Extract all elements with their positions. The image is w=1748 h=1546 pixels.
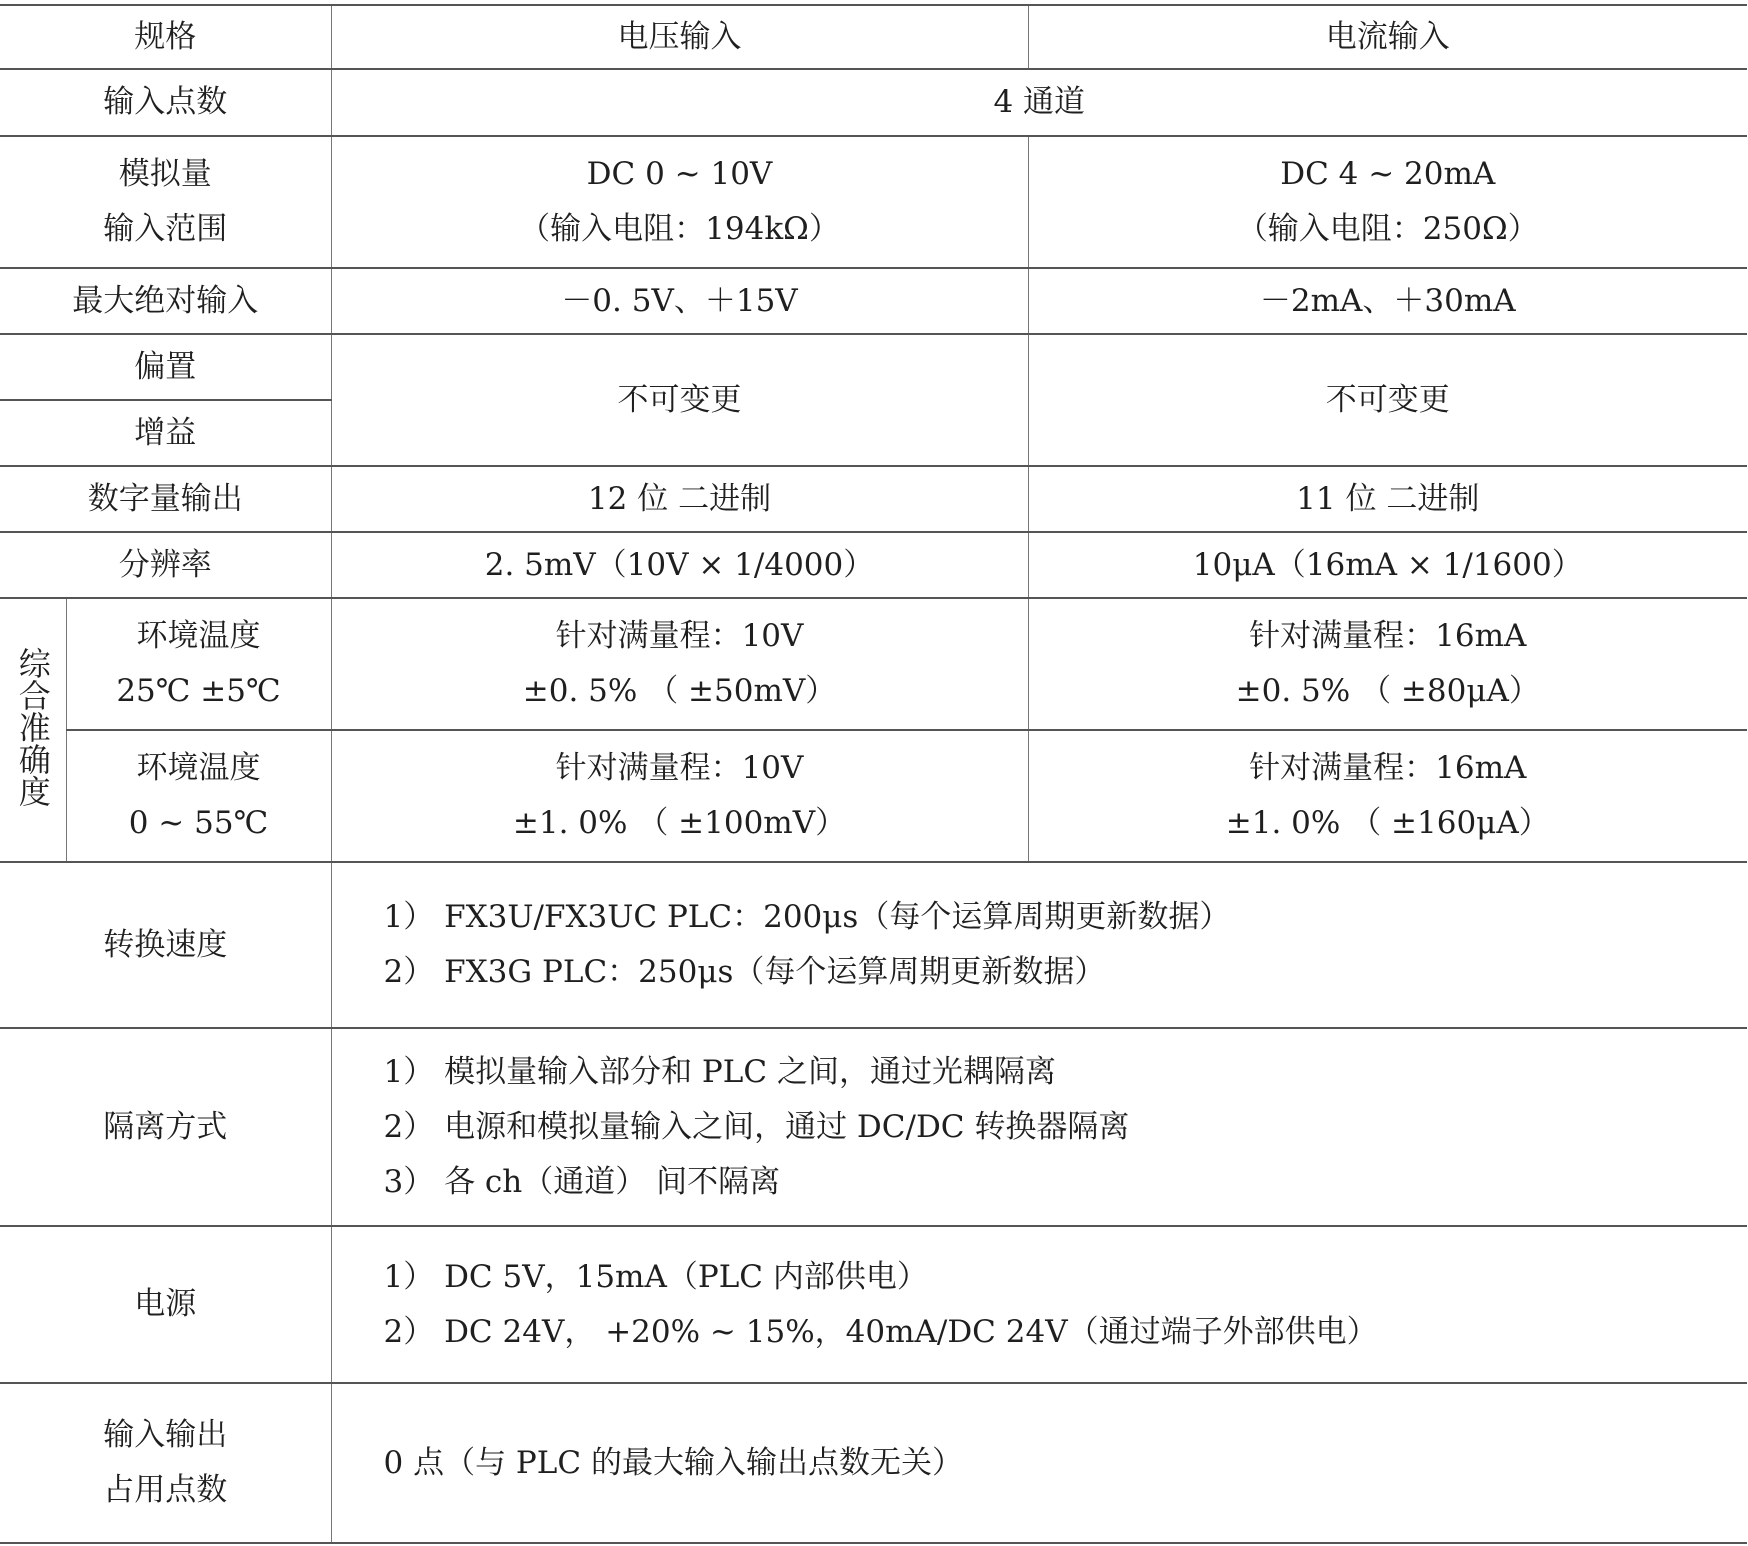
- power-value: [331, 1226, 1747, 1383]
- gain-label: 增益: [0, 400, 331, 466]
- accuracy1-current-line2: ±0. 5% （ ±80μA）: [1235, 673, 1540, 709]
- row-isolation: [0, 1028, 1747, 1226]
- isolation-line3: 3） 各 ch（通道） 间不隔离: [383, 1163, 781, 1200]
- power-line2: 2） DC 24V， +20% ~ 15%，40mA/DC 24V（通过端子外部供电）: [383, 1313, 1378, 1350]
- accuracy2-voltage: [331, 730, 1028, 862]
- io-points-label-line1: 输入输出: [103, 1417, 228, 1453]
- accuracy1-current-line1: 针对满量程：16mA: [1249, 618, 1527, 654]
- resolution-label: 分辨率: [0, 532, 331, 598]
- accuracy-group-label: [0, 598, 66, 862]
- range-label: [0, 136, 331, 268]
- absmax-current: －2mA、＋30mA: [1028, 268, 1747, 334]
- digital-current: 11 位 二进制: [1028, 466, 1747, 532]
- accuracy2-label-line1: 环境温度: [136, 750, 261, 786]
- header-voltage: 电压输入: [331, 5, 1028, 69]
- header-spec: 规格: [0, 5, 331, 69]
- accuracy2-current: [1028, 730, 1747, 862]
- accuracy1-label-line2: 25℃ ±5℃: [116, 673, 281, 709]
- offset-gain-voltage: 不可变更: [331, 334, 1028, 466]
- io-points-value: 0 点（与 PLC 的最大输入输出点数无关）: [331, 1383, 1747, 1543]
- power-label: 电源: [0, 1226, 331, 1383]
- io-points-label-line2: 占用点数: [103, 1472, 228, 1508]
- row-power: [0, 1226, 1747, 1383]
- isolation-value: [331, 1028, 1747, 1226]
- range-label-line2: 输入范围: [103, 211, 228, 247]
- accuracy1-current: [1028, 598, 1747, 730]
- absmax-voltage: －0. 5V、＋15V: [331, 268, 1028, 334]
- accuracy1-label: [66, 598, 331, 730]
- speed-line2: 2） FX3G PLC：250μs（每个运算周期更新数据）: [383, 954, 1106, 990]
- io-points-label: [0, 1383, 331, 1543]
- range-current-line1: DC 4 ~ 20mA: [1280, 156, 1496, 192]
- accuracy2-voltage-line1: 针对满量程：10V: [555, 750, 804, 786]
- row-accuracy-2: [0, 730, 1747, 862]
- spec-table: [0, 4, 1747, 1544]
- row-accuracy-1: [0, 598, 1747, 730]
- accuracy2-voltage-line2: ±1. 0% （ ±100mV）: [512, 805, 847, 841]
- row-range: [0, 136, 1747, 268]
- speed-line1: 1） FX3U/FX3UC PLC：200μs（每个运算周期更新数据）: [383, 899, 1231, 935]
- range-current: [1028, 136, 1747, 268]
- absmax-label: 最大绝对输入: [0, 268, 331, 334]
- range-voltage-line1: DC 0 ~ 10V: [586, 156, 773, 192]
- header-current: 电流输入: [1028, 5, 1747, 69]
- range-voltage: [331, 136, 1028, 268]
- row-speed: [0, 862, 1747, 1028]
- row-resolution: [0, 532, 1747, 598]
- speed-value: [331, 862, 1747, 1028]
- channels-value: 4 通道: [331, 69, 1747, 136]
- accuracy2-current-line1: 针对满量程：16mA: [1249, 750, 1527, 786]
- digital-voltage: 12 位 二进制: [331, 466, 1028, 532]
- row-digital: [0, 466, 1747, 532]
- power-line1: 1） DC 5V，15mA（PLC 内部供电）: [383, 1258, 928, 1295]
- resolution-voltage: 2. 5mV（10V × 1/4000）: [331, 532, 1028, 598]
- range-voltage-line2: （输入电阻：194kΩ）: [519, 211, 840, 247]
- isolation-label: 隔离方式: [0, 1028, 331, 1226]
- row-channels: [0, 69, 1747, 136]
- accuracy2-label-line2: 0 ~ 55℃: [128, 805, 269, 841]
- accuracy2-current-line2: ±1. 0% （ ±160μA）: [1225, 805, 1550, 841]
- offset-label: 偏置: [0, 334, 331, 400]
- speed-label: 转换速度: [0, 862, 331, 1028]
- range-current-line2: （输入电阻：250Ω）: [1236, 211, 1539, 247]
- resolution-current: 10μA（16mA × 1/1600）: [1028, 532, 1747, 598]
- range-label-line1: 模拟量: [118, 156, 212, 192]
- row-offset: [0, 334, 1747, 400]
- offset-gain-current: 不可变更: [1028, 334, 1747, 466]
- accuracy1-voltage: [331, 598, 1028, 730]
- accuracy1-label-line1: 环境温度: [136, 618, 261, 654]
- accuracy1-voltage-line1: 针对满量程：10V: [555, 618, 804, 654]
- header-row: [0, 5, 1747, 69]
- digital-label: 数字量输出: [0, 466, 331, 532]
- row-absmax: [0, 268, 1747, 334]
- channels-label: 输入点数: [0, 69, 331, 136]
- isolation-line2: 2） 电源和模拟量输入之间，通过 DC/DC 转换器隔离: [383, 1108, 1130, 1145]
- isolation-line1: 1） 模拟量输入部分和 PLC 之间，通过光耦隔离: [383, 1053, 1056, 1090]
- accuracy2-label: [66, 730, 331, 862]
- row-io-points: [0, 1383, 1747, 1543]
- accuracy1-voltage-line2: ±0. 5% （ ±50mV）: [522, 673, 837, 709]
- accuracy-group-text: 综合准确度: [13, 646, 52, 807]
